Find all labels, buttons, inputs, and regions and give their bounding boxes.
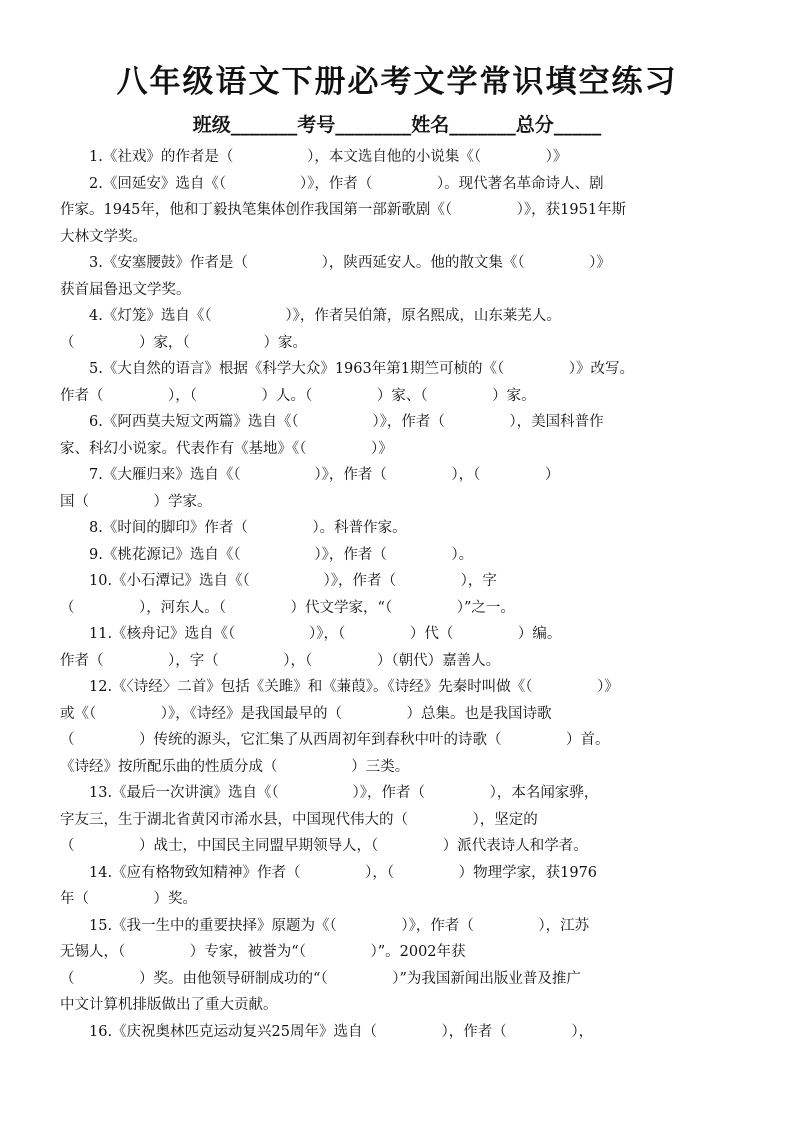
text-line-q15-cont: （ ）奖。由他领导研制成功的“（ ）”为我国新闻出版业普及推广	[60, 970, 581, 987]
text-line-q6-cont: 家、科幻小说家。代表作有《基地》《（ ）》	[60, 440, 393, 457]
questions-body	[60, 144, 738, 1045]
text-line-q10: 10.《小石潭记》选自《（ ）》，作者（ ），字	[89, 573, 497, 589]
student-info-line: 班级_______考号________姓名_______总分_____	[192, 114, 602, 136]
text-line-q14-cont: 年（ ）奖。	[60, 891, 198, 907]
text-line-q2: 2.《回延安》选自《（ ）》，作者（ ）。现代著名革命诗人、剧	[89, 175, 604, 192]
text-line-q15-cont: 无锡人，（ ）专家，被誉为“（ ）”。2002年获	[60, 944, 466, 960]
text-line-q7-cont: 国（ ）学家。	[60, 493, 212, 510]
text-line-q11: 11.《核舟记》选自《（ ）》，（ ）代（ ）编。	[89, 626, 562, 642]
text-line-q4-cont: （ ）家，（ ）家。	[60, 334, 308, 351]
text-line-q7: 7.《大雁归来》选自《（ ）》，作者（ ），（ ）	[89, 467, 560, 483]
text-line-q13: 13.《最后一次讲演》选自《（ ）》，作者（ ），本名闻家骅，	[89, 785, 599, 801]
text-line-q13-cont: 字友三，生于湖北省黄冈市浠水县，中国现代伟大的（ ），坚定的	[60, 811, 538, 828]
text-line-q11-cont: 作者（ ），字（ ），（ ）（朝代）嘉善人。	[60, 652, 501, 669]
text-line-q2-cont: 大林文学奖。	[60, 228, 147, 245]
text-line-q13-cont: （ ）战士，中国民主同盟早期领导人，（ ）派代表诗人和学者。	[60, 838, 588, 854]
text-line-q3-cont: 获首届鲁迅文学奖。	[60, 281, 191, 298]
text-line-q6: 6.《阿西莫夫短文两篇》选自《（ ）》，作者（ ），美国科普作	[89, 414, 604, 430]
text-line-q3: 3.《安塞腰鼓》作者是（ ），陕西延安人。他的散文集《（ ）》	[89, 255, 611, 271]
text-line-q5: 5.《大自然的语言》根据《科学大众》1963年第1期竺可桢的《（ ）》改写。	[89, 361, 634, 377]
text-line-q4: 4.《灯笼》选自《（ ）》，作者吴伯箫，原名熙成，山东莱芜人。	[89, 308, 561, 324]
text-line-q16: 16.《庆祝奥林匹克运动复兴25周年》选自（ ），作者（ ），	[89, 1023, 594, 1040]
text-line-q10-cont: （ ），河东人。（ ）代文学家，“（ ）”之一。	[60, 599, 515, 616]
text-line-q2-cont: 作家。1945年，他和丁毅执笔集体创作我国第一部新歌剧《（ ）》，获1951年斯	[60, 202, 627, 218]
text-line-q5-cont: 作者（ ），（ ）人。（ ）家、（ ）家。	[60, 387, 536, 404]
text-line-q12-cont: 或《（ ）》，《诗经》是我国最早的（ ）总集。也是我国诗歌	[60, 705, 552, 722]
text-line-q15: 15.《我一生中的重要抉择》原题为《（ ）》，作者（ ），江苏	[89, 917, 590, 934]
page-title: 八年级语文下册必考文学常识填空练习	[116, 64, 678, 100]
text-line-q12-cont: （ ）传统的源头，它汇集了从西周初年到春秋中叶的诗歌（ ）首。	[60, 732, 610, 748]
text-line-q9: 9.《桃花源记》选自《（ ）》，作者（ ）。	[89, 546, 474, 563]
text-line-q1: 1.《社戏》的作者是（ ），本文选自他的小说集《（ ）》	[89, 149, 568, 165]
text-line-q15-cont: 中文计算机排版做出了重大贡献。	[60, 997, 278, 1013]
text-line-q8: 8.《时间的脚印》作者（ ）。科普作家。	[89, 520, 407, 536]
text-line-q12: 12.《〈诗经〉二首》包括《关雎》和《蒹葭》。《诗经》先秦时叫做《（ ）》	[89, 679, 619, 695]
text-line-q14: 14.《应有格物致知精神》作者（ ），（ ）物理学家，获1976	[89, 864, 598, 881]
text-line-q12-cont: 《诗经》按所配乐曲的性质分成（ ）三类。	[60, 758, 410, 775]
